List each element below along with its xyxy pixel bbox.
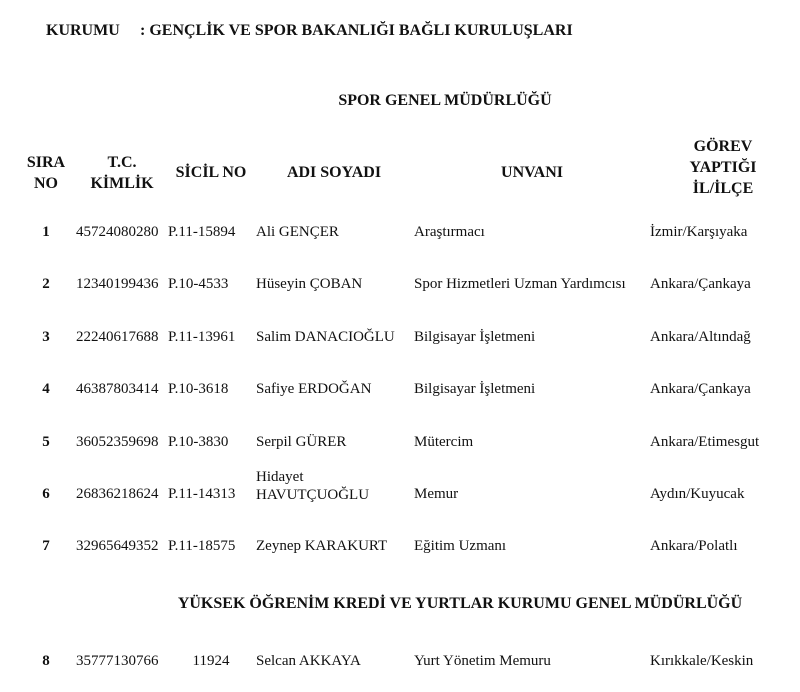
column-header-tc-line2: KİMLİK (90, 175, 154, 192)
column-header-sira-line2: NO (34, 175, 58, 192)
row-no: 5 (42, 434, 50, 450)
row-adi-soyadi: Serpil GÜRER (256, 434, 347, 450)
kurum-value: : GENÇLİK VE SPOR BAKANLIĞI BAĞLI KURULUŞLARI (140, 22, 573, 39)
row-gorev-yeri: Ankara/Çankaya (650, 381, 751, 397)
row-sicil-no: P.11-13961 (168, 329, 236, 345)
column-header-tc-line1: T.C. (107, 154, 137, 171)
row-adi-soyadi: Salim DANACIOĞLU (256, 329, 395, 345)
kurum-label: KURUMU (46, 22, 120, 39)
column-header-sira-line1: SIRA (26, 154, 66, 171)
row-adi-soyadi: Safiye ERDOĞAN (256, 381, 372, 397)
section-title-kyk: YÜKSEK ÖĞRENİM KREDİ VE YURTLAR KURUMU GENEL MÜDÜRLÜĞÜ (177, 595, 743, 612)
row-adi-soyadi: Hüseyin ÇOBAN (256, 276, 363, 292)
row-unvani: Bilgisayar İşletmeni (414, 329, 536, 345)
column-header-adi-soyadi: ADI SOYADI (286, 164, 382, 181)
column-header-sicil-no: SİCİL NO (175, 164, 247, 181)
row-sicil-no: P.11-18575 (168, 538, 236, 554)
row-tc-kimlik: 26836218624 (76, 486, 159, 502)
row-unvani: Spor Hizmetleri Uzman Yardımcısı (414, 276, 626, 292)
row-unvani: Yurt Yönetim Memuru (414, 653, 551, 669)
row-no: 1 (42, 224, 50, 240)
row-gorev-yeri: Aydın/Kuyucak (650, 486, 745, 502)
row-gorev-yeri: Ankara/Polatlı (650, 538, 738, 554)
row-gorev-yeri: Kırıkkale/Keskin (650, 653, 754, 669)
column-header-gorev-line3: İL/İLÇE (692, 180, 754, 197)
row-no: 7 (42, 538, 50, 554)
row-tc-kimlik: 12340199436 (76, 276, 159, 292)
column-header-gorev-line2: YAPTIĞI (689, 159, 757, 176)
row-gorev-yeri: Ankara/Çankaya (650, 276, 751, 292)
row-sicil-no: P.11-14313 (168, 486, 236, 502)
row-tc-kimlik: 22240617688 (76, 329, 159, 345)
row-unvani: Eğitim Uzmanı (414, 538, 507, 554)
row-sicil-no: 11924 (192, 653, 230, 669)
row-sicil-no: P.11-15894 (168, 224, 236, 240)
row-sicil-no: P.10-3830 (168, 434, 229, 450)
row-sicil-no: P.10-4533 (168, 276, 229, 292)
row-no: 2 (42, 276, 50, 292)
row-adi-line1: Hidayet (256, 469, 304, 485)
row-adi-soyadi (256, 468, 412, 504)
row-tc-kimlik: 32965649352 (76, 538, 159, 554)
column-header-sira-no (22, 152, 70, 194)
row-adi-soyadi: Selcan AKKAYA (256, 653, 361, 669)
row-sicil-no: P.10-3618 (168, 381, 229, 397)
row-gorev-yeri: İzmir/Karşıyaka (650, 224, 748, 240)
row-unvani: Memur (414, 486, 459, 502)
row-tc-kimlik: 36052359698 (76, 434, 159, 450)
row-tc-kimlik: 46387803414 (76, 381, 159, 397)
row-adi-line2: HAVUTÇUOĞLU (256, 487, 370, 503)
row-unvani: Araştırmacı (414, 224, 485, 240)
row-adi-soyadi: Ali GENÇER (256, 224, 339, 240)
column-header-gorev-line1: GÖREV (693, 138, 753, 155)
row-unvani: Bilgisayar İşletmeni (414, 381, 536, 397)
row-gorev-yeri: Ankara/Etimesgut (650, 434, 760, 450)
row-adi-soyadi: Zeynep KARAKURT (256, 538, 388, 554)
column-header-tc-kimlik (76, 152, 168, 194)
row-no: 3 (42, 329, 50, 345)
column-header-gorev-yaptigi-il-ilce (650, 136, 796, 199)
row-no: 8 (42, 653, 50, 669)
row-no: 4 (42, 381, 50, 397)
row-no: 6 (42, 486, 50, 502)
row-tc-kimlik: 45724080280 (76, 224, 159, 240)
section-title-spor: SPOR GENEL MÜDÜRLÜĞÜ (338, 92, 552, 109)
row-tc-kimlik: 35777130766 (76, 653, 159, 669)
column-header-unvani: UNVANI (501, 164, 563, 181)
row-gorev-yeri: Ankara/Altındağ (650, 329, 751, 345)
row-unvani: Mütercim (414, 434, 474, 450)
